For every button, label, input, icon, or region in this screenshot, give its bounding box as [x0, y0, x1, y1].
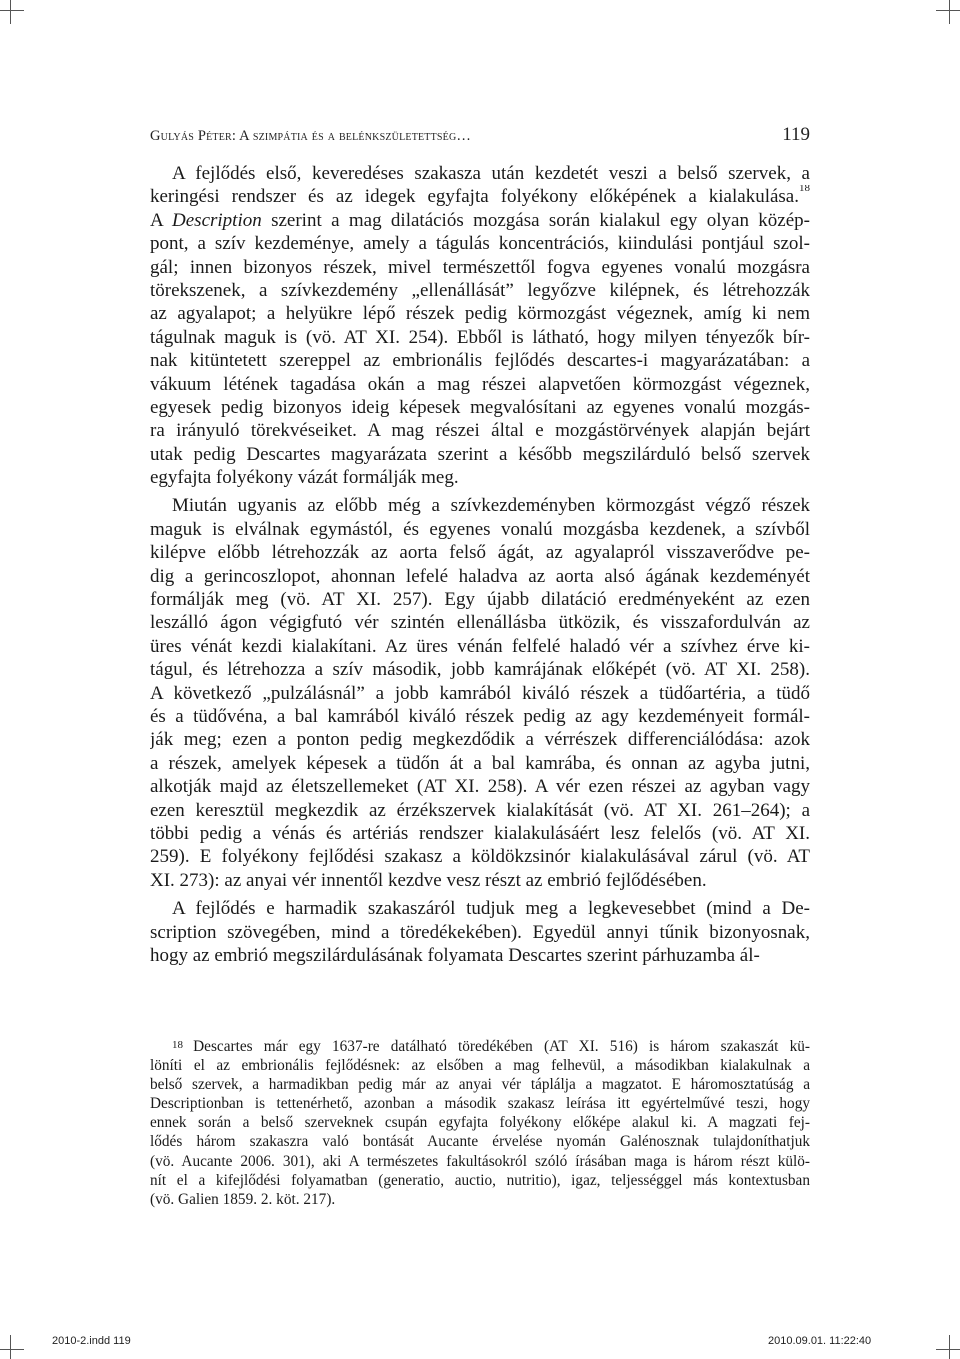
footnote-line: $^{18}$ Descartes már egy 1637-re datálható töredékében (AT XI. 516) is három szakaszát kü-: [172, 1038, 810, 1055]
text-line: 259). E folyékony fejlődési szakasz a köldökzsinór kialakulásával zárul (vö. AT: [150, 846, 810, 868]
crop-mark: [10, 0, 11, 24]
text-line: üres vénát kezdi kialakítani. Az üres vénán felfelé haladó vér a szívhez érve ki-: [150, 635, 810, 657]
text-line: A következő „pulzálásnál” a jobb kamrából kiváló részek a tüdőartéria, a tüdő: [150, 682, 810, 704]
text-line: keringési rendszer és az idegek egyfajta folyékony előképének a kialakulása.$^{18}$: [150, 185, 810, 208]
text-line: alkotják majd az életszellemeket (AT XI. 258). A vér ezen részei az agyban vagy: [150, 776, 810, 798]
crop-mark: [949, 1335, 950, 1359]
text-line: ra irányuló törekvéseiket. A mag részei által e mozgástörvények alapján bejárt: [150, 420, 810, 442]
text-line: tágulnak maguk is (vö. AT XI. 254). Ebből is látható, hogy milyen tényezők bír-: [150, 326, 810, 348]
text-line: nak kitüntetett szereppel az embrionális fejlődés descartes-i magyarázatában: a: [150, 350, 810, 372]
paragraph: [150, 162, 810, 489]
text-line: maguk is elválnak egymástól, és egyenes vonalú mozgásba kezdenek, a szívből: [150, 518, 810, 540]
text-line: Miután ugyanis az előbb még a szívkezdeményben körmozgást végző részek: [172, 495, 810, 517]
text-line: egyfajta folyékony vázát formálják meg.: [150, 467, 459, 489]
footnote-reference: 18: [799, 185, 810, 195]
footnote-line: Descriptionban is tettenérhető, azonban a második szakasz leírása itt egyértelművé teszi, hogy: [150, 1095, 810, 1113]
footnote-line: nít el a kifejlődési folyamatban (generatio, auctio, nutritio), igaz, teljességgel más kontextusban: [150, 1171, 810, 1189]
text-line: XI. 273): az anyai vér innentől kezdve vesz részt az embrió fejlődésében.: [150, 869, 707, 891]
text-line: ják meg; ezen a ponton pedig megkezdődik a vérrészek differenciálódása: azok: [150, 729, 810, 751]
text-line: hogy az embrió megszilárdulásának folyamata Descartes szerint párhuzamba ál-: [150, 944, 760, 966]
text-line: törekszenek, a szívkezdemény „ellenállását” legyőzve kilépnek, és létrehozzák: [150, 279, 810, 301]
text-line: A Description szerint a mag dilatációs mozgása során kialakul egy olyan közép-: [150, 209, 810, 231]
text-line: ezen keresztül megkezdik az érzékszervek kialakítását (vö. AT XI. 261–264); a: [150, 799, 810, 821]
text-line: vákuum létének tagadása okán a mag részei alapvetően körmozgást végeznek,: [150, 373, 810, 395]
crop-mark: [10, 1335, 11, 1359]
text-line: A fejlődés első, keveredéses szakasza után kezdetét veszi a belső szervek, a: [172, 163, 810, 184]
text-line: dig a gerincoszlopot, ahonnan lefelé haladva az aorta alsó ágának kezdeményét: [150, 565, 810, 587]
footnote-area: [150, 1037, 810, 1209]
text-line: scription szövegében, mind a töredékekében). Egyedül annyi tűnik bizonyosnak,: [150, 921, 810, 943]
page-number: 119: [782, 124, 810, 145]
slug-file: 2010-2.indd 119: [52, 1335, 131, 1347]
crop-mark: [949, 0, 950, 24]
footnote-line: belső szervek, a harmadikban pedig már az anyai vér táplálja a magzatot. E háromosztatúság a: [150, 1076, 810, 1094]
text-line: leszálló ágon végigfutó vér szintén ellenállásba ütközik, és visszafordulván az: [150, 612, 810, 634]
text-line: kilépve előbb létrehozzák az aorta felső ágát, az agyalapról visszaverődve pe-: [150, 542, 810, 564]
text-line: és a tüdővéna, a bal kamrából kiváló részek pedig az agy kezdeményeit formál-: [150, 705, 810, 727]
text-line: utak pedig Descartes magyarázata szerint a később megszilárduló belső szervek: [150, 443, 810, 465]
text-line: a részek, amelyek képesek a tüdőn át a bal kamrába, és onnan az agyba jutni,: [150, 752, 810, 774]
footnote-line: ennek során a belső szerveknek csupán egyfajta folyékony előképe alakul ki. A magzati fej-: [150, 1114, 810, 1132]
footnote-line: (vö. Galien 1859. 2. köt. 217).: [150, 1190, 336, 1208]
slug-date: 2010.09.01. 11:22:40: [768, 1335, 872, 1347]
crop-mark: [936, 1349, 960, 1350]
body-text: [150, 162, 810, 967]
paragraph: [150, 494, 810, 892]
running-head: Gulyás Péter: A szimpátia és a belénkszületettség…: [150, 128, 472, 144]
text-line: az agyalapot; a helyükre lépő részek pedig körmozgást végeznek, amíg ki nem: [150, 303, 810, 325]
text-line: gál; innen bizonyos részek, mivel természettől fogva egyenes vonalú mozgásra: [150, 256, 810, 278]
footnote-line: löníti el az embrionális fejlődésnek: az elsőben a mag felhevül, a másodikban kialakulnak a: [150, 1057, 810, 1075]
crop-mark: [0, 10, 24, 11]
paragraph: [150, 897, 810, 967]
footnote-line: lődés három szakaszra való bontását Aucante érvelése nyomán Galénosznak tulajdoníthatjuk: [150, 1133, 810, 1151]
page-header: [150, 124, 810, 146]
crop-mark: [936, 10, 960, 11]
footnote-line: (vö. Aucante 2006. 301), aki A természetes fakultásokról szóló írásában maga is három részt külö-: [150, 1152, 810, 1170]
text-line: tágul, és létrehozza a szív második, jobb kamrájának előképét (vö. AT XI. 258).: [150, 659, 810, 681]
crop-mark: [0, 1349, 24, 1350]
text-line: egyesek pedig bizonyos ideig képesek megvalósítani az egyenes vonalú mozgás-: [150, 396, 810, 418]
text-line: többi pedig a vénás és artériás rendszer kialakulásáért lesz felelős (vö. AT XI.: [150, 822, 810, 844]
text-line: A fejlődés e harmadik szakaszáról tudjuk meg a legkevesebbet (mind a De-: [172, 898, 810, 920]
text-line: formálják meg (vö. AT XI. 257). Egy újabb dilatáció eredményeként az ezen: [150, 589, 810, 611]
footnote-number: 18: [172, 1039, 194, 1051]
text-line: pont, a szív kezdeménye, amely a tágulás koncentrációs, kiindulási pontjául szol-: [150, 233, 810, 255]
